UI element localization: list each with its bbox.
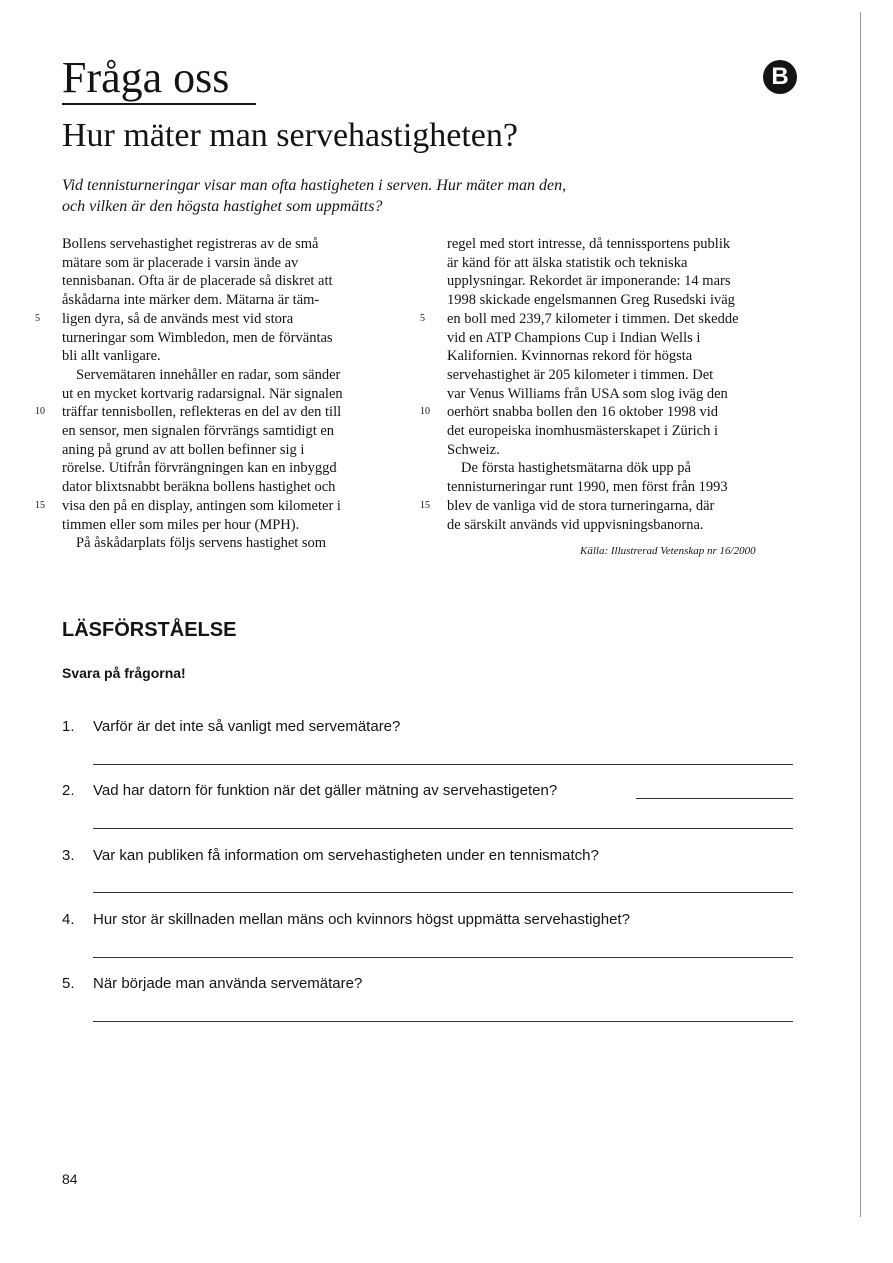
page-number: 84 (62, 1171, 78, 1187)
question-number: 4. (62, 911, 75, 928)
answer-line[interactable] (93, 957, 793, 958)
text-line: timmen eller som miles per hour (MPH). (62, 516, 300, 533)
answer-line[interactable] (93, 828, 793, 829)
text-line: 1998 skickade engelsmannen Greg Rusedski iväg (447, 292, 735, 309)
question-number: 1. (62, 718, 75, 735)
line-number: 5 (35, 312, 40, 324)
question-text: Hur stor är skillnaden mellan mäns och kvinnors högst uppmätta servehastighet? (93, 911, 630, 928)
section-title: Fråga oss (62, 53, 230, 102)
text-line: vid en ATP Champions Cup i Indian Wells i (447, 329, 701, 346)
question-text: Vad har datorn för funktion när det gäller mätning av servehastigeten? (93, 782, 558, 799)
question-number: 5. (62, 975, 75, 992)
level-badge: B (763, 60, 797, 94)
line-number: 15 (420, 499, 430, 511)
title-underline (62, 103, 256, 105)
text-line: 10 träffar tennisbollen, reflekteras en del av den till (35, 404, 342, 421)
text-line: rörelse. Utifrån förvrängningen kan en inbyggd (62, 460, 337, 477)
text-line: bli allt vanligare. (62, 348, 161, 365)
question-number: 3. (62, 847, 75, 864)
intro-line: och vilken är den högsta hastighet som uppmätts? (62, 198, 383, 215)
margin-rule (860, 12, 861, 1217)
text-line: 5 ligen dyra, så de används mest vid stora (35, 310, 294, 327)
text-line: De första hastighetsmätarna dök upp på (461, 460, 691, 477)
article-column-left (35, 235, 422, 553)
question-text: När började man använda servemätare? (93, 975, 363, 992)
text-line: tennisturneringar runt 1990, men först från 1993 (447, 479, 728, 496)
line-number: 15 (35, 499, 45, 511)
text-line: Servemätaren innehåller en radar, som sänder (76, 366, 341, 383)
text-line: Kalifornien. Kvinnornas rekord för högsta (447, 348, 693, 365)
line-number: 5 (420, 312, 425, 324)
text-line: är känd för att älska statistik och tekniska (447, 254, 688, 271)
text-line: Bollens servehastighet registreras av de små (62, 236, 319, 252)
answer-line[interactable] (93, 892, 793, 893)
text-line: servehastighet är 205 kilometer i timmen. Det (447, 366, 714, 383)
question-text: Varför är det inte så vanligt med servemätare? (93, 718, 401, 735)
text-line: ut en mycket kortvarig radarsignal. När signalen (62, 385, 343, 402)
source-citation: Källa: Illustrerad Vetenskap nr 16/2000 (580, 545, 756, 557)
text-line: turneringar som Wimbledon, men de förväntas (62, 329, 333, 346)
text-line: På åskådarplats följs servens hastighet som (76, 535, 327, 552)
question-text: Var kan publiken få information om servehastigheten under en tennismatch? (93, 847, 599, 864)
text-line: en sensor, men signalen förvrängs samtidigt en (62, 423, 335, 440)
line-number: 10 (35, 406, 45, 418)
question-number: 2. (62, 782, 75, 799)
text-line: var Venus Williams från USA som slog iväg den (447, 385, 728, 402)
exercise-heading: LÄSFÖRSTÅELSE (62, 619, 237, 641)
text-line: regel med stort intresse, då tennissportens publik (447, 236, 731, 252)
exercise-subheading: Svara på frågorna! (62, 665, 186, 681)
text-line: 15 visa den på en display, antingen som kilometer i (35, 497, 341, 514)
text-line: dator blixtsnabbt beräkna bollens hastighet och (62, 479, 336, 496)
text-line: mätare som är placerade i varsin ände av (62, 254, 299, 271)
answer-line[interactable] (93, 764, 793, 765)
text-line: 10 oerhört snabba bollen den 16 oktober 1998 vid (420, 404, 719, 421)
line-number: 10 (420, 406, 430, 418)
text-line: upplysningar. Rekordet är imponerande: 14 mars (447, 273, 731, 290)
text-line: Schweiz. (447, 441, 500, 458)
text-line: de särskilt används vid uppvisningsbanorna. (447, 516, 704, 533)
intro-line: Vid tennisturneringar visar man ofta hastigheten i serven. Hur mäter man den, (62, 177, 567, 194)
text-line: det europeiska inomhusmästerskapet i Zürich i (447, 423, 718, 440)
answer-line[interactable] (636, 798, 793, 799)
answer-line[interactable] (93, 1021, 793, 1022)
text-line: 5 en boll med 239,7 kilometer i timmen. Det skedde (420, 310, 739, 327)
article-headline: Hur mäter man servehastigheten? (62, 117, 518, 154)
text-line: 15 blev de vanliga vid de stora turneringarna, där (420, 497, 715, 514)
text-line: tennisbanan. Ofta är de placerade så diskret att (62, 273, 333, 290)
text-line: aning på grund av att bollen befinner sig i (62, 441, 305, 458)
text-line: åskådarna inte märker dem. Mätarna är täm- (62, 292, 320, 309)
article-intro (62, 175, 682, 217)
article-column-right (420, 235, 807, 534)
